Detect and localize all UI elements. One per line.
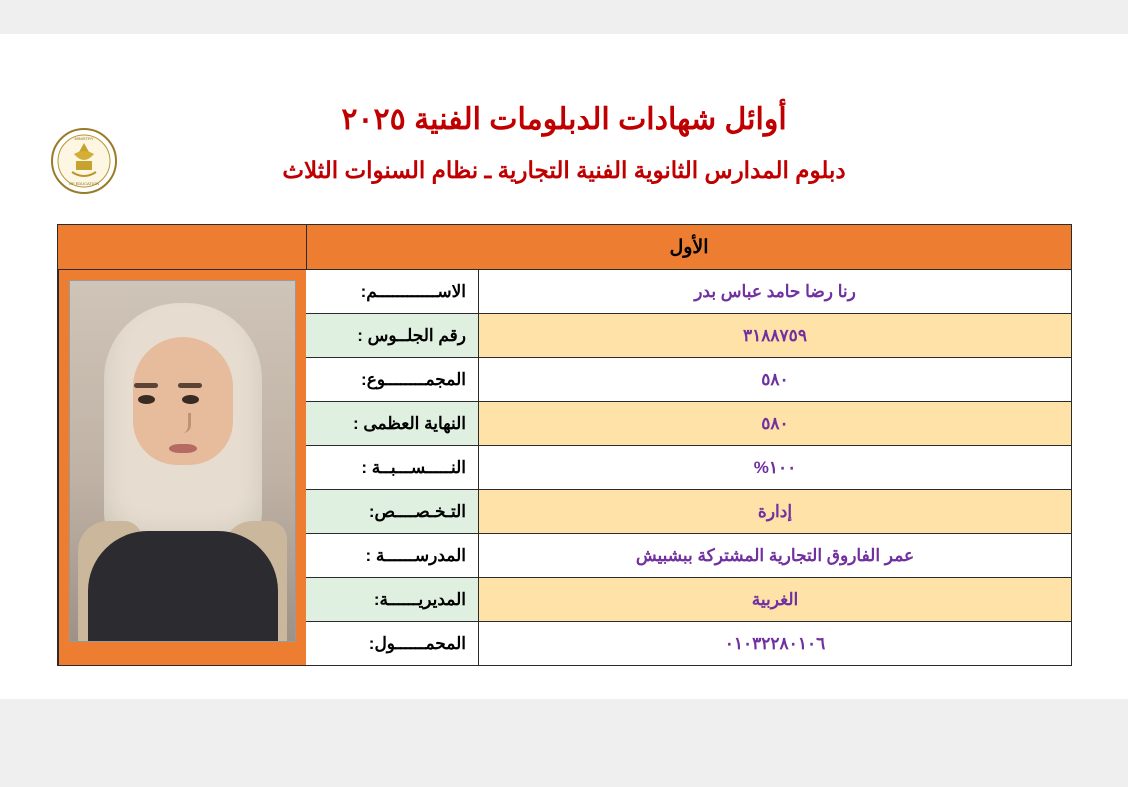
- total-score-value: ٥٨٠: [478, 358, 1071, 401]
- directorate-label: المديريــــــة:: [306, 578, 478, 621]
- table-row: [306, 578, 1071, 622]
- school-label: المدرســــــة :: [306, 534, 478, 577]
- table-row: [306, 490, 1071, 534]
- svg-text:MINISTRY: MINISTRY: [74, 136, 94, 141]
- table-row: [306, 534, 1071, 578]
- details-table: [306, 270, 1071, 665]
- card-header-row: [58, 225, 1071, 270]
- max-score-value: ٥٨٠: [478, 402, 1071, 445]
- table-row: [306, 270, 1071, 314]
- ministry-logo-icon: [50, 127, 118, 195]
- page-subtitle: دبلوم المدارس الثانوية الفنية التجارية ـ نظام السنوات الثلاث: [282, 157, 846, 183]
- student-card: [57, 224, 1072, 666]
- max-score-label: النهاية العظمى :: [306, 402, 478, 445]
- document-header: [0, 34, 1128, 184]
- photo-column-header: [58, 225, 306, 270]
- percentage-value: ١٠٠%: [478, 446, 1071, 489]
- certificate-sheet: [0, 34, 1128, 699]
- school-value: عمر الفاروق التجارية المشتركة ببشبيش: [478, 534, 1071, 577]
- table-row: [306, 314, 1071, 358]
- table-row: [306, 446, 1071, 490]
- student-photo: [69, 280, 296, 642]
- percentage-label: النـــــســـبــة :: [306, 446, 478, 489]
- table-row: [306, 402, 1071, 446]
- mobile-value: ٠١٠٣٢٢٨٠١٠٦: [478, 622, 1071, 665]
- directorate-value: الغربية: [478, 578, 1071, 621]
- student-name-value: رنا رضا حامد عباس بدر: [478, 270, 1071, 313]
- specialization-label: التـخـصــــص:: [306, 490, 478, 533]
- student-photo-column: [58, 270, 306, 665]
- scan-bottom-border: [0, 699, 1128, 787]
- rank-badge: الأول: [306, 225, 1071, 270]
- specialization-value: إدارة: [478, 490, 1071, 533]
- mobile-label: المحمــــــول:: [306, 622, 478, 665]
- scan-top-border: [0, 0, 1128, 34]
- page-title: أوائل شهادات الدبلومات الفنية ٢٠٢٥: [341, 103, 787, 136]
- total-score-label: المجمــــــــوع:: [306, 358, 478, 401]
- seat-number-value: ٣١٨٨٧٥٩: [478, 314, 1071, 357]
- student-name-label: الاســــــــــــم:: [306, 270, 478, 313]
- svg-text:OF EDUCATION: OF EDUCATION: [69, 181, 99, 186]
- seat-number-label: رقم الجلــوس :: [306, 314, 478, 357]
- card-body: [58, 270, 1071, 665]
- table-row: [306, 622, 1071, 665]
- table-row: [306, 358, 1071, 402]
